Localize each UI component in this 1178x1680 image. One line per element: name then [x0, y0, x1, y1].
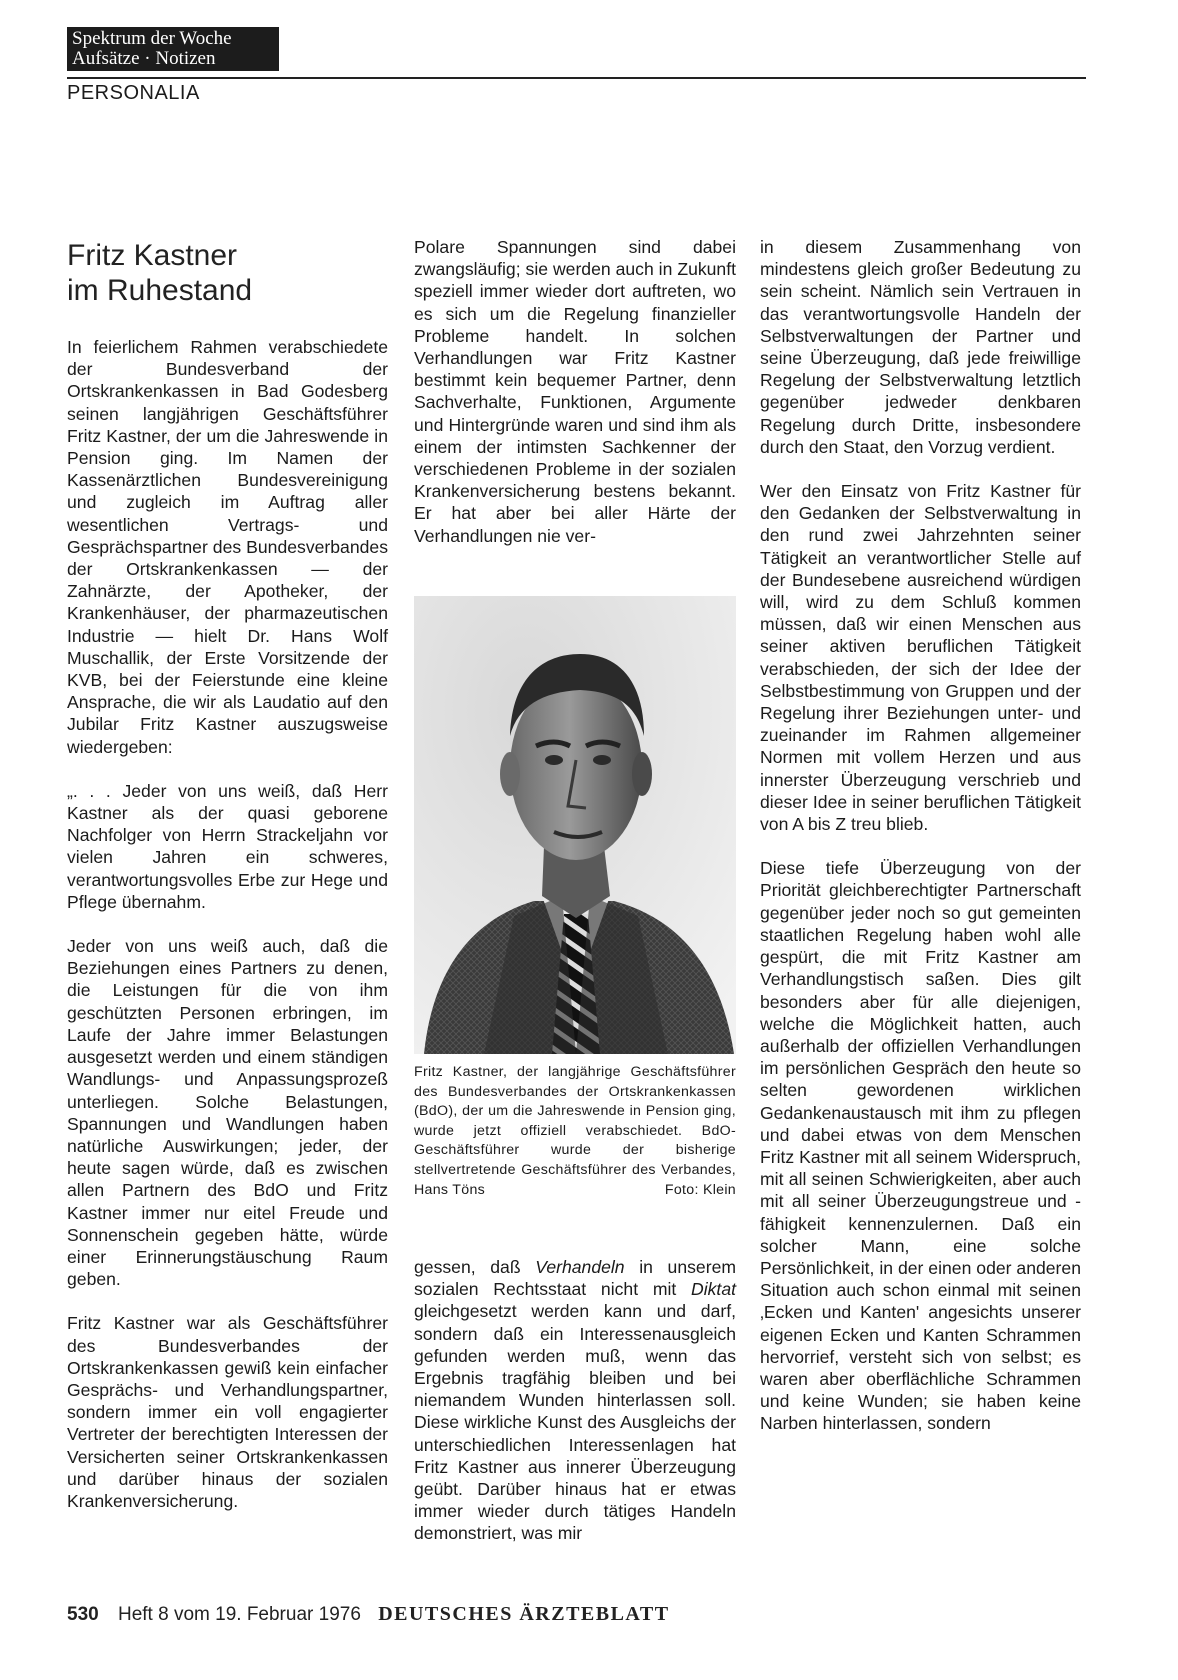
article-column-3 [760, 236, 1081, 1457]
portrait-photo [414, 596, 736, 1054]
portrait-image [414, 596, 736, 1054]
paragraph: Diese tiefe Überzeugung von der Priorität gleichberechtigter Partnerschaft gegenüber jeder noch so gut gemeinten staatlichen Regelung haben wohl alle gespürt, die mit Fritz Kastner am Verhandlungstisch saßen. Dies gilt besonders aber für alle diejenigen, welche die Möglichkeit hatten, auch außerhalb der offiziellen Verhandlungen im persönlichen Gespräch den heute so selten gewordenen wirklichen Gedankenaustausch mit ihm zu pflegen und dabei etwas von dem Menschen Fritz Kastner mit all seinem Widerspruch, mit all seinen Schwierigkeiten, aber auch mit all seiner Überzeugungstreue und -fähigkeit kennenzulernen. Daß ein solcher Mann, eine solche Persönlichkeit, in der einen oder anderen Situation auch schon einmal mit seinen ‚Ecken und Kanten' angesichts unserer eigenen Ecken und Kanten Schrammen hervorrief, versteht sich von selbst; es waren aber oberflächliche Schrammen und keine Wunden; sie haben keine Narben hinterlassen, sondern [760, 858, 1081, 1434]
caption-text: Fritz Kastner, der langjährige Geschäftsführer des Bundesverbandes der Ortskrankenkassen (BdO), der um die Jahreswende in Pension ging, wurde jetzt offiziell verabschiedet. BdO-Geschäftsführer wurde der bisherige stellvertretende Geschäftsführer des Verbandes, Hans Töns [414, 1064, 736, 1198]
paragraph: in diesem Zusammenhang von mindestens gleich großer Bedeutung zu sein scheint. Nämlich sein Vertrauen in das verantwortungsvolle Handeln der Selbstverwaltungen der Partner und seine Überzeugung, daß jede freiwillige Regelung der Selbstverwaltung letztlich gegenüber jedweder denkbaren Regelung durch Dritte, insbesondere durch den Staat, den Vorzug verdient. [760, 237, 1081, 457]
paragraph: Polare Spannungen sind dabei zwangsläufig; sie werden auch in Zukunft speziell immer wieder dort auftreten, wo es sich um die Regelung finanzieller Probleme handelt. In solchen Verhandlungen war Fritz Kastner bestimmt kein bequemer Partner, denn Sachverhalte, Funktionen, Argumente und Hintergründe waren und sind ihm als einem der intimsten Sachkenner der verschiedenen Probleme in der sozialen Krankenversicherung bestens bekannt. Er hat aber bei aller Härte der Verhandlungen nie ver- [414, 237, 736, 546]
paragraph: In feierlichem Rahmen verabschiedete der Bundesverband der Ortskrankenkassen in Bad Godesberg seinen langjährigen Geschäftsführer Fritz Kastner, der um die Jahreswende in Pension ging. Im Namen der Kassenärztlichen Bundesvereinigung und zugleich im Auftrag aller wesentlichen Vertrags- und Gesprächspartner des Bundesverbandes der Ortskrankenkassen — der Zahnärzte, der Apotheker, der Krankenhäuser, der pharmazeutischen Industrie — hielt Dr. Hans Wolf Muschallik, der Erste Vorsitzende der KVB, bei der Feierstunde eine kleine Ansprache, die wir als Laudatio auf den Jubilar Fritz Kastner auszugsweise wiedergeben: [67, 337, 388, 757]
header-rule [67, 77, 1086, 79]
article-title-line1: Fritz Kastner [67, 239, 238, 272]
section-label-line2: Aufsätze · Notizen [72, 48, 216, 69]
paragraph: „. . . Jeder von uns weiß, daß Herr Kastner als der quasi geborene Nachfolger von Herrn Strackeljahn vor vielen Jahren ein schweres, verantwortungsvolles Erbe zur Hege und Pflege übernahm. [67, 780, 388, 912]
emphasis-diktat: Diktat [691, 1279, 736, 1300]
photo-credit: Foto: Klein [664, 1181, 736, 1198]
article-column-1 [67, 336, 388, 1534]
journal-name: DEUTSCHES ÄRZTEBLATT [378, 1603, 670, 1625]
paragraph: Fritz Kastner war als Geschäftsführer des Bundesverbandes der Ortskrankenkassen gewiß kein einfacher Gesprächs- und Verhandlungspartner, sondern immer ein voll engagierter Vertreter der berechtigten Interessen der Versicherten seiner Ortskrankenkassen und darüber hinaus der sozialen Krankenversicherung. [67, 1313, 388, 1511]
section-title: PERSONALIA [67, 82, 200, 104]
article-title [67, 238, 252, 308]
section-label-box [67, 27, 279, 71]
photo-caption [414, 1063, 736, 1200]
text-run: gleichgesetzt werden kann und darf, sondern daß ein Interessenausgleich gefunden werden muß, wenn das Ergebnis tragfähig bleiben und bei niemandem Wunden hinterlassen soll. Diese wirkliche Kunst des Ausgleichs der unterschiedlichen Interessenlagen hat Fritz Kastner aus innerer Überzeugung geübt. Darüber hinaus hat er etwas immer wieder durch tätiges Handeln demonstriert, was mir [414, 1301, 736, 1544]
paragraph: Wer den Einsatz von Fritz Kastner für den Gedanken der Selbstverwaltung in den rund zwei Jahrzehnten seiner Tätigkeit an verantwortlicher Stelle auf der Bundesebene ausreichend würdigen will, wird zu dem Schluß kommen müssen, daß wir einen Menschen aus seiner aktiven beruflichen Tätigkeit verabschieden, der sich der Idee der Selbstbestimmung von Gruppen und der Regelung ihrer Beziehungen unter- und zueinander im Rahmen allgemeiner Normen mit vollem Herzen und aus innerster Überzeugung verschrieb und dieser Idee in seiner beruflichen Tätigkeit von A bis Z treu blieb. [760, 481, 1081, 835]
page-footer [67, 1603, 670, 1626]
text-run: in unserem sozialen Rechtsstaat nicht mit [414, 1257, 737, 1300]
article-column-2-top [414, 236, 736, 569]
text-run: gessen, daß [414, 1257, 536, 1277]
article-column-2-bottom [414, 1256, 736, 1567]
page-number: 530 [67, 1604, 99, 1625]
paragraph: Jeder von uns weiß auch, daß die Beziehungen eines Partners zu denen, die Leistungen für die von ihm geschützten Personen erbringen, im Laufe der Jahre immer Belastungen ausgesetzt werden und einem ständigen Wandlungs- und Anpassungsprozeß unterliegen. Solche Belastungen, Spannungen und Wandlungen haben natürliche Auswirkungen; jeder, der heute sagen würde, daß es zwischen allen Partnern des BdO und Fritz Kastner immer nur eitel Freude und Sonnenschein gegeben hätte, würde einer Erinnerungstäuschung Raum geben. [67, 936, 388, 1290]
emphasis-verhandeln: Verhandeln [535, 1257, 625, 1277]
issue-info: Heft 8 vom 19. Februar 1976 [117, 1604, 361, 1625]
article-title-line2: im Ruhestand [67, 274, 253, 307]
section-label-line1: Spektrum der Woche [72, 28, 232, 49]
paragraph [414, 1256, 736, 1545]
